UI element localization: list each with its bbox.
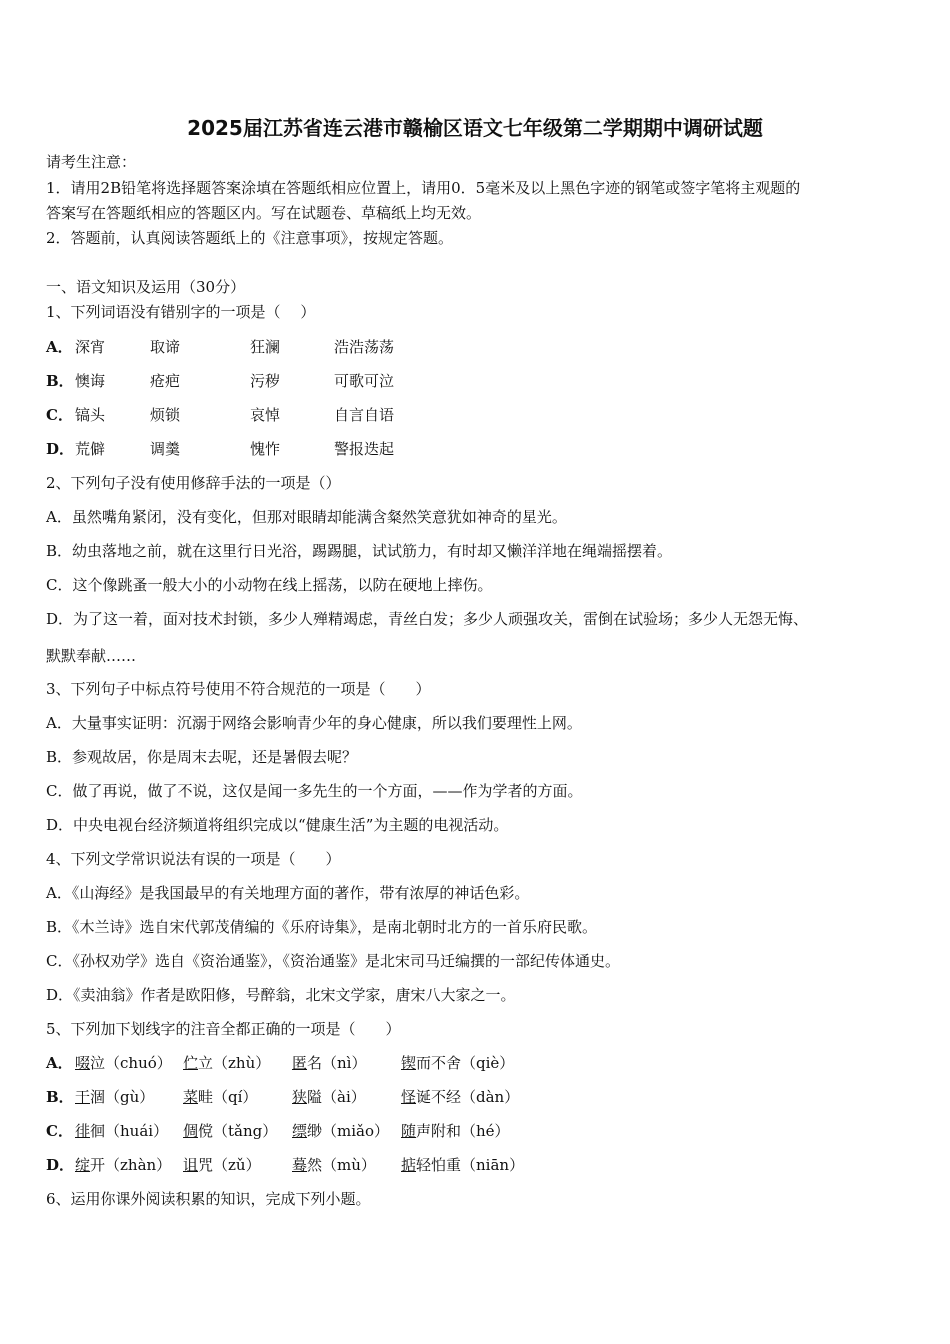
- pinyin-item: 蓦然（mù）: [292, 1156, 376, 1174]
- q5-option-d: [46, 1155, 906, 1175]
- option-label: C．: [46, 406, 73, 424]
- pinyin-item: 倜傥（tǎng）: [183, 1122, 278, 1140]
- q2-option-c: C．这个像跳蚤一般大小的小动物在线上摇荡，以防在硬地上摔伤。: [46, 576, 493, 594]
- option-label: B．: [46, 1088, 74, 1106]
- notice-heading: 请考生注意：: [46, 153, 137, 171]
- q4-option-c: C．《孙权劝学》选自《资治通鉴》，《资治通鉴》是北宋司马迁编撰的一部纪传体通史。: [46, 952, 620, 970]
- word: 狂澜: [250, 338, 281, 356]
- pinyin-item: 干涸（gù）: [75, 1088, 155, 1106]
- option-label: D．: [46, 1156, 75, 1174]
- pinyin-item: 怪诞不经（dàn）: [401, 1088, 520, 1106]
- pinyin-item: 锲而不舍（qiè）: [401, 1054, 515, 1072]
- q3-option-b: B．参观故居，你是周末去呢，还是暑假去呢？: [46, 748, 358, 766]
- word: 烦锁: [150, 406, 181, 424]
- section-heading: 一、语文知识及运用（30分）: [46, 278, 246, 296]
- pinyin-item: 随声附和（hé）: [401, 1122, 510, 1140]
- pinyin-item: 伫立（zhù）: [183, 1054, 271, 1072]
- q1-option-d: [46, 439, 906, 459]
- q5-option-a: [46, 1053, 906, 1073]
- word: 懊诲: [75, 372, 106, 390]
- word: 调羹: [150, 440, 181, 458]
- q4-option-a: A．《山海经》是我国最早的有关地理方面的著作，带有浓厚的神话色彩。: [46, 884, 530, 902]
- notice-item-1-line-1: 1．请用2B铅笔将选择题答案涂填在答题纸相应位置上，请用0．5毫米及以上黑色字迹的钢笔或签字笔将主观题的: [46, 179, 801, 197]
- q4-option-d: D．《卖油翁》作者是欧阳修，号醉翁，北宋文学家，唐宋八大家之一。: [46, 986, 516, 1004]
- pinyin-item: 绽开（zhàn）: [75, 1156, 172, 1174]
- q5-option-b: [46, 1087, 906, 1107]
- word: 荒僻: [75, 440, 106, 458]
- option-label: A．: [46, 338, 73, 356]
- page-title: 2025届江苏省连云港市赣榆区语文七年级第二学期期中调研试题: [187, 116, 763, 140]
- q3-option-a: A．大量事实证明：沉溺于网络会影响青少年的身心健康，所以我们要理性上网。: [46, 714, 582, 732]
- word: 深宵: [75, 338, 106, 356]
- word: 自言自语: [334, 406, 395, 424]
- pinyin-item: 啜泣（chuó）: [75, 1054, 172, 1072]
- question-3-stem: 3、下列句子中标点符号使用不符合规范的一项是（ ）: [46, 680, 431, 698]
- pinyin-item: 掂轻怕重（niān）: [401, 1156, 525, 1174]
- question-2-stem: 2、下列句子没有使用修辞手法的一项是（）: [46, 474, 341, 492]
- word: 警报迭起: [334, 440, 395, 458]
- q5-option-c: [46, 1121, 906, 1141]
- option-label: C．: [46, 1122, 73, 1140]
- q2-option-b: B．幼虫落地之前，就在这里行日光浴，踢踢腿，试试筋力，有时却又懒洋洋地在绳端摇摆着。: [46, 542, 673, 560]
- word: 可歌可泣: [334, 372, 395, 390]
- word: 镐头: [75, 406, 106, 424]
- pinyin-item: 缥缈（miǎo）: [292, 1122, 390, 1140]
- q1-option-b: [46, 371, 906, 391]
- question-5-stem: 5、下列加下划线字的注音全都正确的一项是（ ）: [46, 1020, 401, 1038]
- q1-option-a: [46, 337, 906, 357]
- q1-option-c: [46, 405, 906, 425]
- q2-option-a: A．虽然嘴角紧闭，没有变化，但那对眼睛却能满含粲然笑意犹如神奇的星光。: [46, 508, 567, 526]
- word: 疮疤: [150, 372, 181, 390]
- word: 取谛: [150, 338, 181, 356]
- word: 浩浩荡荡: [334, 338, 395, 356]
- question-6-stem: 6、运用你课外阅读积累的知识，完成下列小题。: [46, 1190, 371, 1208]
- question-1-stem: 1、下列词语没有错别字的一项是（ ）: [46, 303, 316, 321]
- word: 污秽: [250, 372, 281, 390]
- question-4-stem: 4、下列文学常识说法有误的一项是（ ）: [46, 850, 341, 868]
- pinyin-item: 徘徊（huái）: [75, 1122, 169, 1140]
- q3-option-d: D．中央电视台经济频道将组织完成以“健康生活”为主题的电视活动。: [46, 816, 509, 834]
- pinyin-item: 狭隘（ài）: [292, 1088, 366, 1106]
- option-label: B．: [46, 372, 74, 390]
- pinyin-item: 匿名（nì）: [292, 1054, 367, 1072]
- q2-option-d-line-2: 默默奉献……: [46, 647, 137, 665]
- q2-option-d-line-1: D．为了这一着，面对技术封锁，多少人殚精竭虑，青丝白发；多少人顽强攻关，雷倒在试验场；多少人无怨无悔、: [46, 610, 809, 628]
- word: 愧怍: [250, 440, 281, 458]
- pinyin-item: 诅咒（zǔ）: [183, 1156, 261, 1174]
- option-label: D．: [46, 440, 75, 458]
- q4-option-b: B．《木兰诗》选自宋代郭茂倩编的《乐府诗集》，是南北朝时北方的一首乐府民歌。: [46, 918, 598, 936]
- q3-option-c: C．做了再说，做了不说，这仅是闻一多先生的一个方面，——作为学者的方面。: [46, 782, 583, 800]
- notice-item-1-line-2: 答案写在答题纸相应的答题区内。写在试题卷、草稿纸上均无效。: [46, 204, 482, 222]
- pinyin-item: 菜畦（qí）: [183, 1088, 258, 1106]
- option-label: A．: [46, 1054, 73, 1072]
- notice-item-2: 2．答题前，认真阅读答题纸上的《注意事项》，按规定答题。: [46, 229, 454, 247]
- word: 哀悼: [250, 406, 281, 424]
